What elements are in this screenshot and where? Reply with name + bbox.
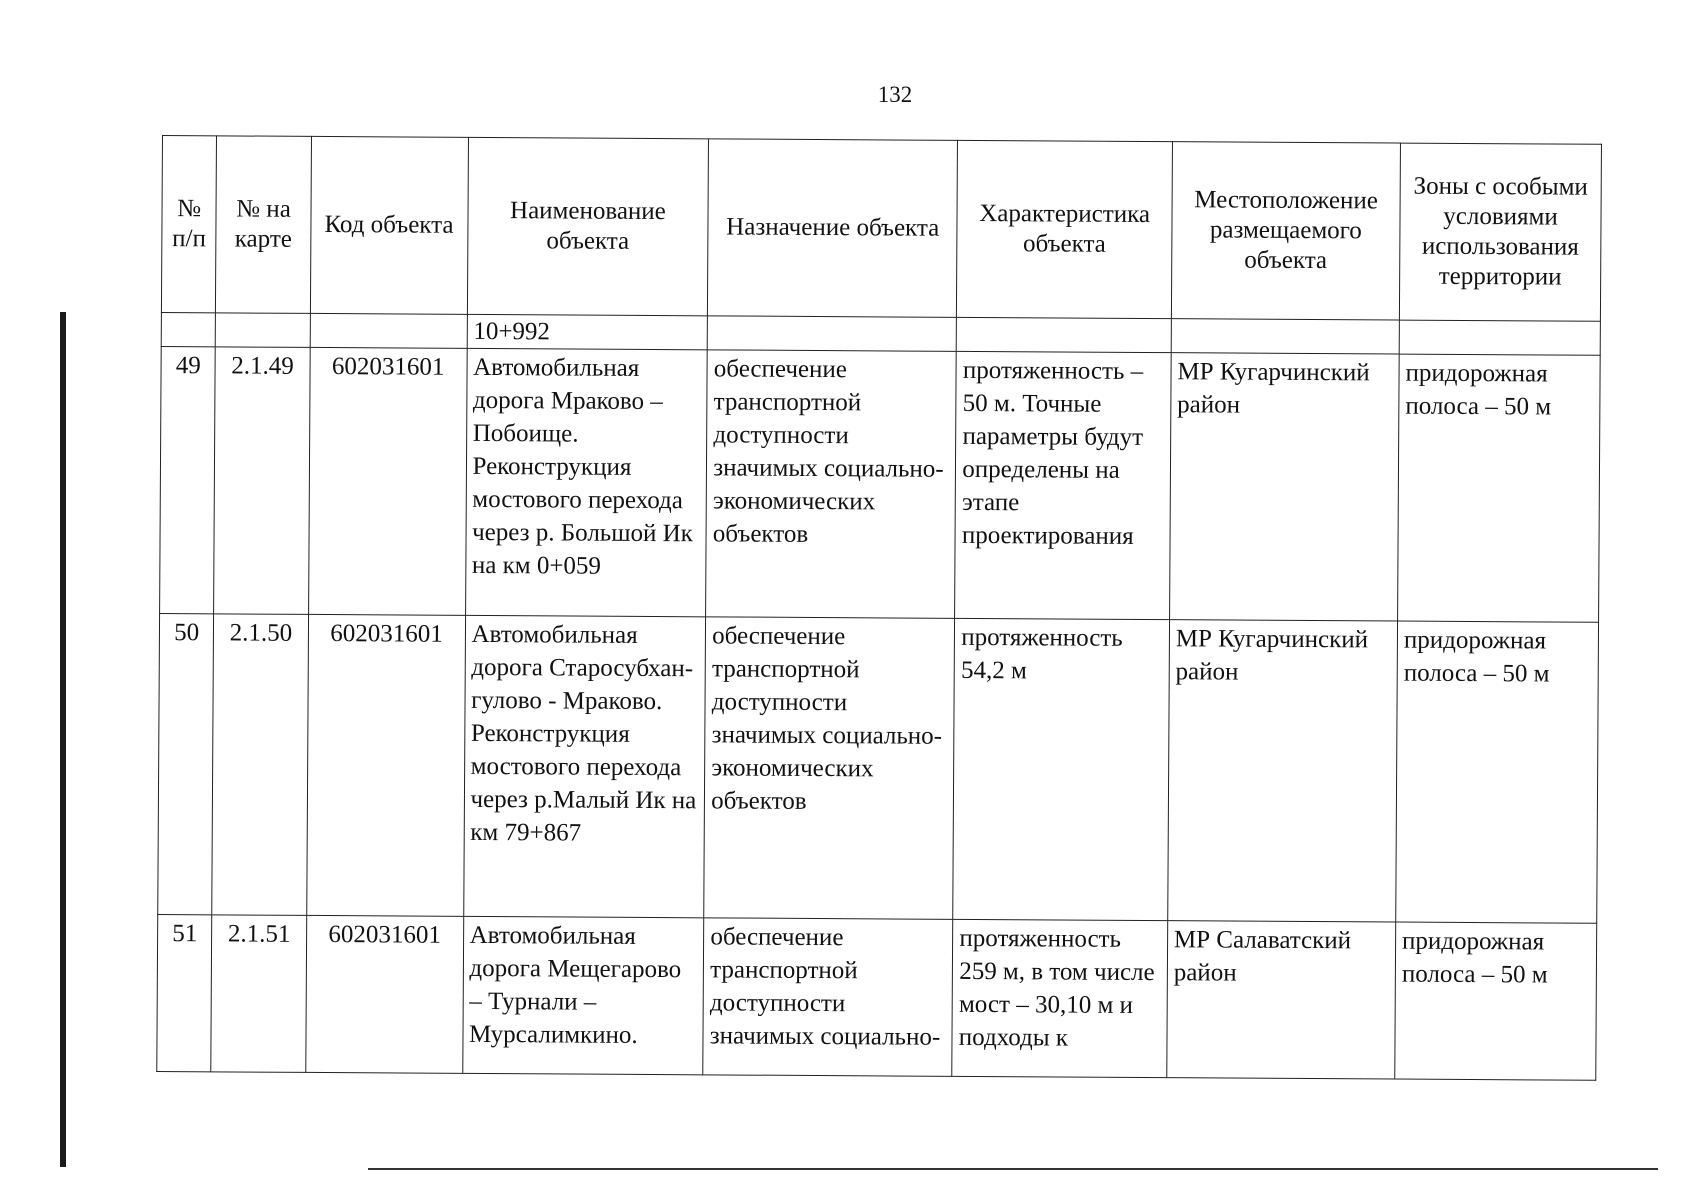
cell-zones: придорожная полоса – 50 м: [1396, 621, 1599, 923]
header-map-num: № на карте: [216, 136, 311, 314]
cell-name: 10+992: [467, 314, 708, 349]
cell-name: Автомобильная дорога Старосубхан-гулово - Мраково. Реконструкция мостового перехода через р.Малый Ик на км 79+867: [463, 615, 706, 917]
cell-map-num: 2.1.50: [212, 614, 308, 916]
scan-edge-bar: [60, 312, 66, 1167]
bottom-rule: [368, 1168, 1658, 1170]
cell-characteristic: протяженность – 50 м. Точные параметры будут определены на этапе проектирования: [955, 351, 1171, 619]
cell-characteristic: протяженность 54,2 м: [953, 618, 1169, 920]
cell-code: 602031601: [306, 614, 465, 916]
cell-purpose: обеспечение транспортной доступности значимых социально-: [703, 918, 953, 1077]
cell-map-num: 2.1.49: [214, 347, 310, 615]
cell-num: 49: [160, 346, 216, 613]
cell-characteristic: протяженность 259 м, в том числе мост – 30,10 м и подходы к: [952, 919, 1167, 1077]
cell-purpose: обеспечение транспортной доступности значимых социально-экономических объектов: [706, 350, 957, 619]
cell-empty: [310, 313, 467, 348]
cell-location: МР Салаватский район: [1167, 921, 1396, 1079]
table-body: [157, 312, 1601, 1080]
cell-name: Автомобильная дорога Мраково – Побоище. Реконструкция мостового перехода через р. Большой Ик на км 0+059: [465, 348, 707, 616]
cell-empty: [216, 313, 310, 348]
table-header: [161, 136, 1601, 322]
cell-num: 50: [158, 613, 214, 914]
cell-map-num: 2.1.51: [211, 915, 306, 1073]
header-code: Код объекта: [310, 136, 468, 314]
cell-location: МР Кугарчинский район: [1168, 620, 1398, 922]
cell-empty: [1399, 320, 1600, 355]
cell-code: 602031601: [305, 915, 463, 1073]
table-row: [160, 346, 1601, 622]
header-characteristic: Характеристика объекта: [957, 140, 1173, 318]
header-location: Местоположение размещаемого объекта: [1171, 142, 1400, 320]
cell-zones: придорожная полоса – 50 м: [1395, 922, 1597, 1080]
header-zones: Зоны с особыми условиями использования территории: [1399, 143, 1601, 321]
cell-code: 602031601: [308, 347, 467, 615]
header-purpose: Назначение объекта: [708, 139, 958, 318]
cell-purpose: обеспечение транспортной доступности значимых социально-экономических объектов: [704, 617, 955, 920]
header-row: [161, 136, 1601, 322]
cell-empty: [707, 316, 956, 352]
table-row: [157, 914, 1597, 1080]
cell-empty: [161, 312, 216, 346]
table-row: [158, 613, 1599, 923]
objects-table: [156, 135, 1602, 1081]
header-name: Наименование объекта: [467, 137, 709, 315]
cell-num: 51: [157, 914, 212, 1071]
page-number: 132: [877, 82, 913, 107]
cell-zones: придорожная полоса – 50 м: [1398, 354, 1601, 622]
cell-empty: [1171, 319, 1399, 354]
header-num: № п/п: [161, 136, 216, 313]
cell-empty: [957, 317, 1172, 352]
cell-location: МР Кугарчинский район: [1169, 353, 1399, 621]
cell-name: Автомобильная дорога Мещегарово – Турнали – Мурсалимкино.: [462, 916, 704, 1074]
